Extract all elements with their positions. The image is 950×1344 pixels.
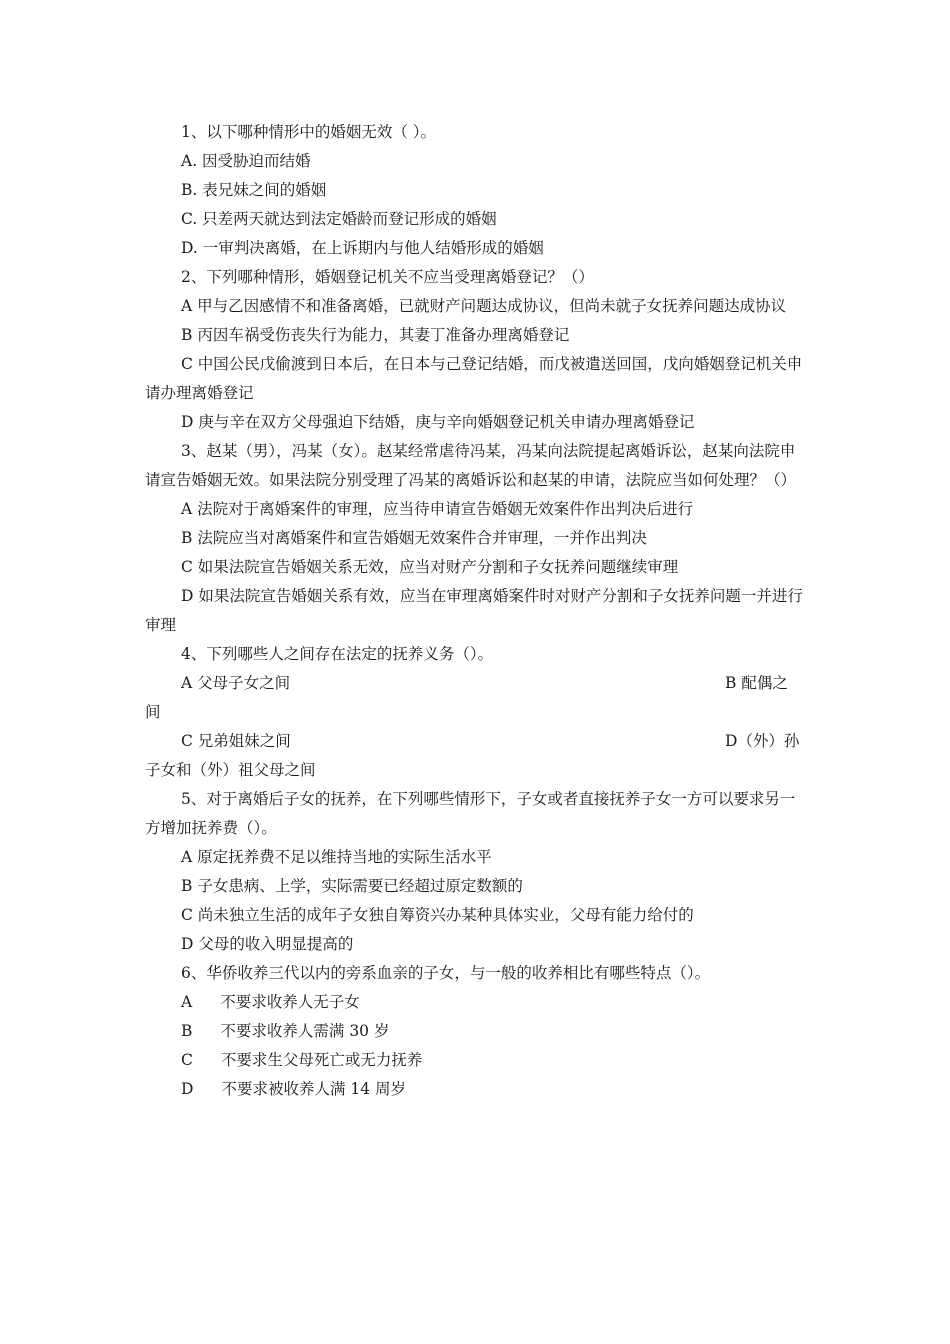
q6-option-b-letter: B — [181, 1022, 193, 1040]
q3-option-c: C 如果法院宣告婚姻关系无效，应当对财产分割和子女抚养问题继续审理 — [181, 558, 679, 576]
q4-option-b-tail: 间 — [145, 703, 161, 721]
q4-options-row-2 — [145, 727, 810, 756]
q4-option-b-head: B 配偶之 — [725, 674, 788, 692]
q2-option-a: A 甲与乙因感情不和准备离婚，已就财产问题达成协议，但尚未就子女抚养问题达成协议 — [181, 297, 787, 315]
q5-option-a: A 原定抚养费不足以维持当地的实际生活水平 — [181, 848, 492, 866]
q1-option-b: B. 表兄妹之间的婚姻 — [181, 181, 327, 199]
q2-option-b: B 丙因车祸受伤丧失行为能力，其妻丁准备办理离婚登记 — [181, 326, 570, 344]
q6-option-c — [145, 1046, 810, 1075]
q6-option-d-letter: D — [181, 1080, 194, 1098]
q4-option-a: A 父母子女之间 — [181, 674, 291, 692]
q5-option-b: B 子女患病、上学，实际需要已经超过原定数额的 — [181, 877, 523, 895]
q1-stem: 1、以下哪种情形中的婚姻无效（ ）。 — [181, 123, 437, 141]
q2-option-d: D 庚与辛在双方父母强迫下结婚，庚与辛向婚姻登记机关申请办理离婚登记 — [181, 413, 695, 431]
q1-option-d: D. 一审判决离婚，在上诉期内与他人结婚形成的婚姻 — [181, 239, 544, 257]
q2-option-c: C 中国公民戊偷渡到日本后，在日本与己登记结婚，而戊被遣送回国，戊向婚姻登记机关申请办理离婚登记 — [145, 355, 803, 402]
q6-option-a — [145, 988, 810, 1017]
q5-option-d: D 父母的收入明显提高的 — [181, 935, 354, 953]
q6-option-b-text: 不要求收养人需满 30 岁 — [220, 1022, 390, 1040]
q4-option-d-tail: 子女和（外）祖父母之间 — [145, 761, 316, 779]
q6-option-c-letter: C — [181, 1051, 193, 1069]
q6-option-c-text: 不要求生父母死亡或无力抚养 — [220, 1051, 423, 1069]
q5-option-c: C 尚未独立生活的成年子女独自筹资兴办某种具体实业，父母有能力给付的 — [181, 906, 694, 924]
q6-stem: 6、华侨收养三代以内的旁系血亲的子女，与一般的收养相比有哪些特点（）。 — [181, 964, 711, 982]
q6-option-a-text: 不要求收养人无子女 — [220, 993, 360, 1011]
question-list — [145, 118, 810, 1104]
q4-option-d-head: D（外）孙 — [725, 732, 800, 750]
q3-option-d: D 如果法院宣告婚姻关系有效，应当在审理离婚案件时对财产分割和子女抚养问题一并进行审理 — [145, 587, 803, 634]
q6-option-b — [145, 1017, 810, 1046]
q1-option-c: C. 只差两天就达到法定婚龄而登记形成的婚姻 — [181, 210, 497, 228]
q4-option-c: C 兄弟姐妹之间 — [181, 732, 291, 750]
q4-options-row-1 — [145, 669, 810, 698]
q6-option-d — [145, 1075, 810, 1104]
q3-stem: 3、赵某（男），冯某（女）。赵某经常虐待冯某，冯某向法院提起离婚诉讼，赵某向法院申请宣告婚姻无效。如果法院分别受理了冯某的离婚诉讼和赵某的申请，法院应当如何处理？（） — [145, 442, 797, 489]
q6-option-a-letter: A — [181, 993, 193, 1011]
q3-option-b: B 法院应当对离婚案件和宣告婚姻无效案件合并审理，一并作出判决 — [181, 529, 647, 547]
q5-stem: 5、对于离婚后子女的抚养，在下列哪些情形下，子女或者直接抚养子女一方可以要求另一方增加抚养费（）。 — [145, 790, 796, 837]
q3-option-a: A 法院对于离婚案件的审理，应当待申请宣告婚姻无效案件作出判决后进行 — [181, 500, 694, 518]
q6-option-d-text: 不要求被收养人满 14 周岁 — [221, 1080, 407, 1098]
q4-stem: 4、下列哪些人之间存在法定的抚养义务（）。 — [181, 645, 494, 663]
q1-option-a: A. 因受胁迫而结婚 — [181, 152, 311, 170]
q2-stem: 2、下列哪种情形，婚姻登记机关不应当受理离婚登记？（） — [181, 268, 594, 286]
